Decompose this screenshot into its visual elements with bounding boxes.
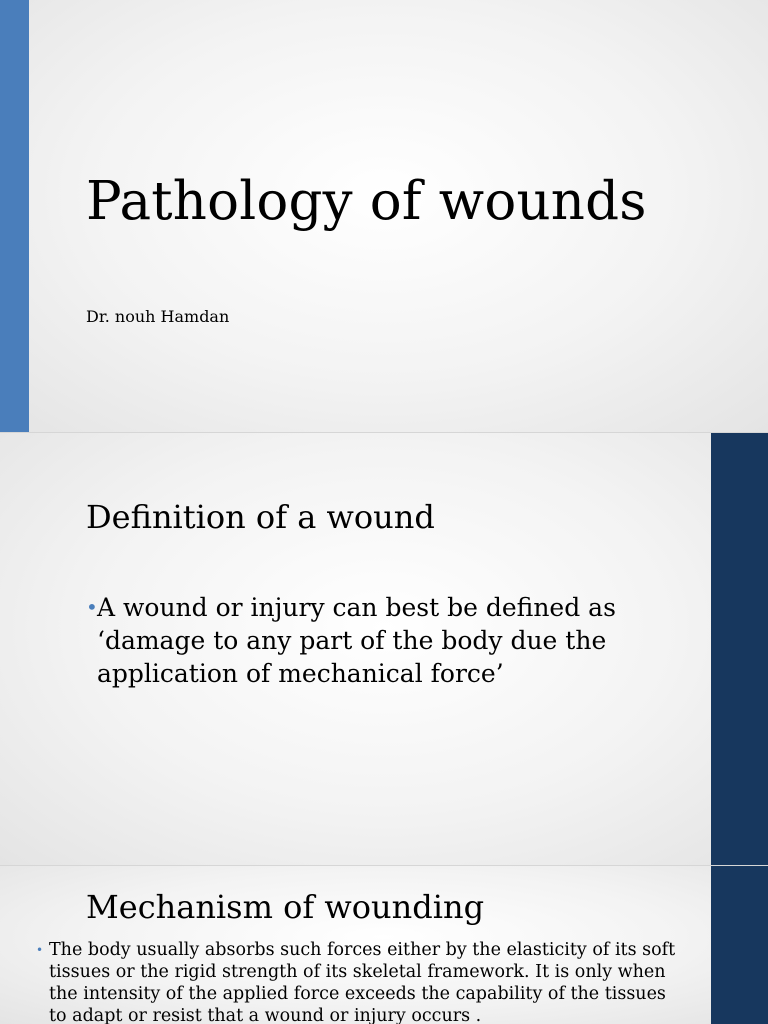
presentation-author: Dr. nouh Hamdan bbox=[86, 307, 230, 326]
presentation-title: Pathology of wounds bbox=[86, 171, 647, 232]
accent-bar-right bbox=[711, 433, 768, 865]
slide-definition bbox=[0, 433, 768, 865]
slide-title bbox=[0, 0, 768, 432]
bullet-text: A wound or injury can best be defined as ‘damage to any part of the body due the application of mechanical force’ bbox=[97, 593, 616, 688]
bullet-item bbox=[86, 591, 646, 690]
slide-heading: Definition of a wound bbox=[86, 498, 435, 536]
bullet-icon: • bbox=[86, 595, 98, 619]
accent-bar-left bbox=[0, 0, 29, 432]
slide-heading: Mechanism of wounding bbox=[86, 888, 485, 926]
accent-bar-right bbox=[711, 866, 768, 1024]
bullet-item bbox=[36, 939, 676, 1024]
slide-mechanism bbox=[0, 866, 768, 1024]
bullet-icon: • bbox=[36, 943, 44, 957]
bullet-text: The body usually absorbs such forces either by the elasticity of its soft tissues or the rigid strength of its skeletal framework. It is only when the intensity of the applied force exceeds the capability of the tissues to adapt or resist that a wound or injury occurs . bbox=[49, 940, 676, 1024]
